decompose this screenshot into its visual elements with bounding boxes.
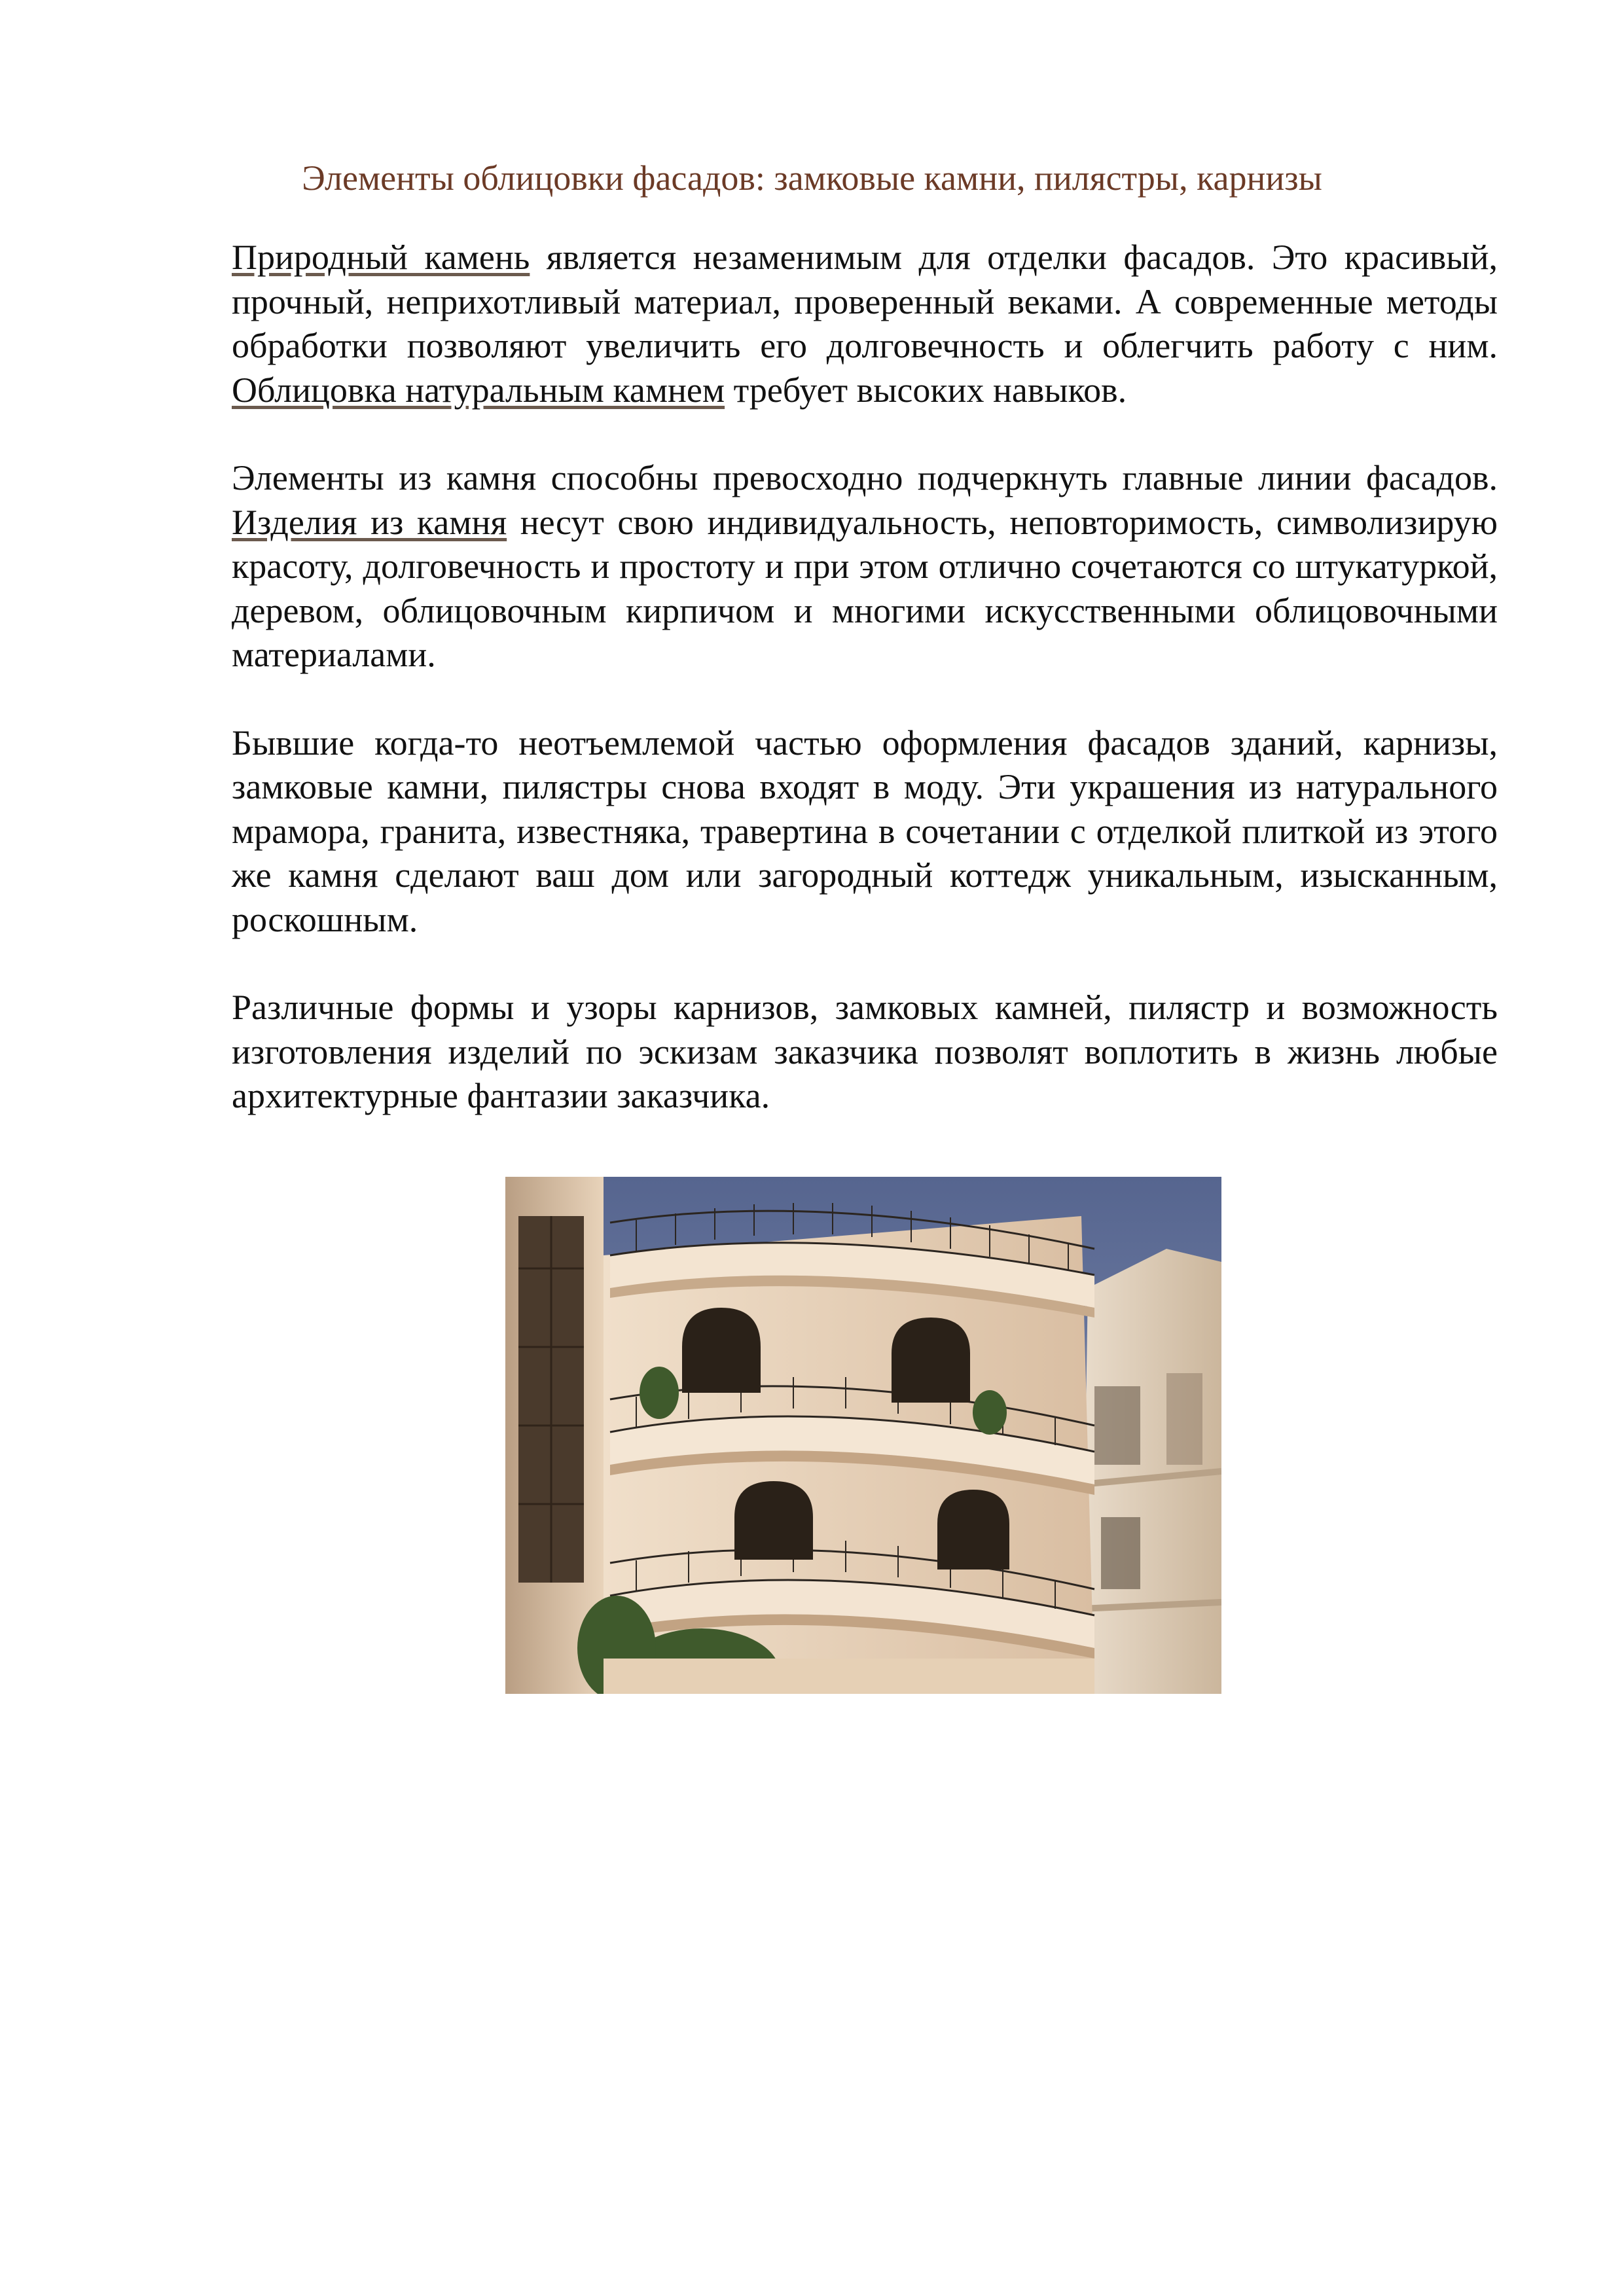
paragraph-text: несут свою индивидуальность, неповторимость, символизирую красоту, долговечность и простоту и при этом отлично сочетаются со штукатуркой, деревом, облицовочным кирпичом и многими искусственными облицовочными материалами. [232,502,1498,674]
paragraph-text: требует высоких навыков. [725,370,1127,410]
link-natural-stone[interactable]: Природный камень [232,238,530,277]
paragraph-text: Элементы из камня способны превосходно подчеркнуть главные линии фасадов. [232,458,1498,497]
facade-photo [505,1177,1221,1694]
paragraph-text: Бывшие когда-то неотъемлемой частью оформления фасадов зданий, карнизы, замковые камни, пилястры снова входят в моду. Эти украшения из натурального мрамора, гранита, известняка, травертина в сочетании с отделкой плиткой из этого же камня сделают ваш дом или загородный коттедж уникальным, изысканным, роскошным. [232,723,1498,939]
document-body [232,236,1498,1162]
link-stone-cladding[interactable]: Облицовка натуральным камнем [232,370,725,410]
link-stone-products[interactable]: Изделия из камня [232,502,507,542]
document-title: Элементы облицовки фасадов: замковые камни, пилястры, карнизы [302,158,1322,198]
paragraph-text: является незаменимым для отделки фасадов. Это красивый, прочный, неприхотливый материал, проверенный веками. А современные методы обработки позволяют увеличить его долговечность и облегчить работу с ним. [232,238,1498,365]
paragraph-stone-elements [232,456,1498,677]
paragraph-cornices [232,721,1498,942]
paragraph-natural-stone [232,236,1498,412]
paragraph-shapes [232,986,1498,1119]
paragraph-text: Различные формы и узоры карнизов, замковых камней, пилястр и возможность изготовления изделий по эскизам заказчика позволят воплотить в жизнь любые архитектурные фантазии заказчика. [232,988,1498,1115]
